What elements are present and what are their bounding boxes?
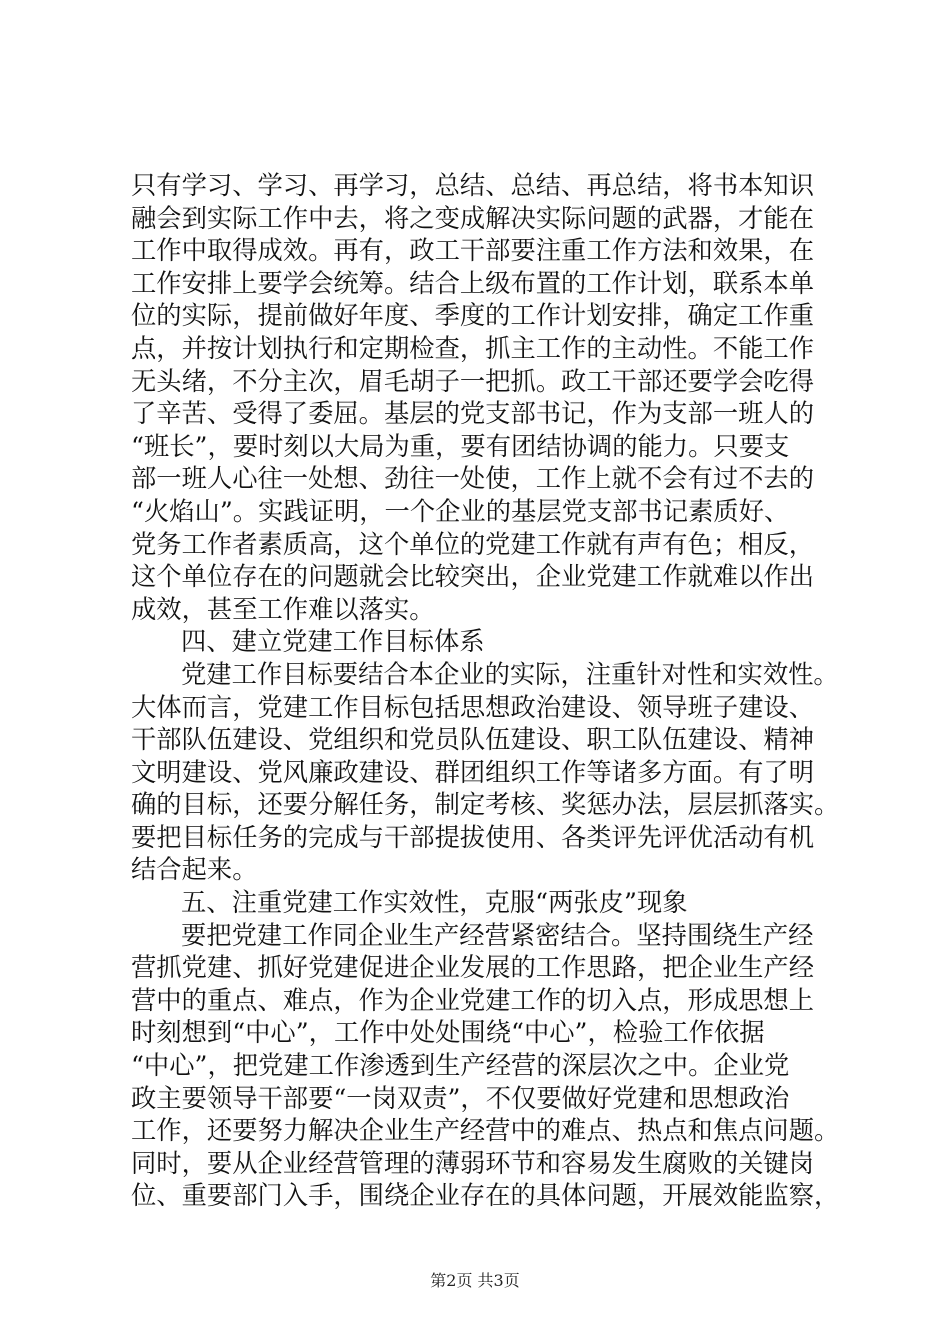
body-line: 只有学习、学习、再学习，总结、总结、再总结，将书本知识	[131, 171, 815, 200]
body-line: “班长”，要时刻以大局为重，要有团结协调的能力。只要支	[131, 431, 790, 461]
body-line: “火焰山”。实践证明，一个企业的基层党支部书记素质好、	[131, 496, 790, 526]
body-line: 文明建设、党风廉政建设、群团组织工作等诸多方面。有了明	[131, 757, 815, 787]
body-line: “中心”，把党建工作渗透到生产经营的深层次之中。企业党	[131, 1051, 790, 1081]
paragraph-first-line: 要把党建工作同企业生产经营紧密结合。坚持围绕生产经	[181, 920, 814, 950]
body-line: 要把目标任务的完成与干部提拔使用、各类评先评优活动有机	[131, 822, 815, 852]
body-line: 点，并按计划执行和定期检查，抓主工作的主动性。不能工作	[131, 333, 815, 363]
body-line: 成效，甚至工作难以落实。	[131, 594, 435, 624]
body-line: 政主要领导干部要“一岗双责”，不仅要做好党建和思想政治	[131, 1083, 790, 1113]
body-line: 工作安排上要学会统筹。结合上级布置的工作计划，联系本单	[131, 268, 815, 298]
body-line: 确的目标，还要分解任务，制定考核、奖惩办法，层层抓落实。	[131, 790, 840, 820]
body-line: 结合起来。	[131, 855, 258, 885]
body-line: 融会到实际工作中去，将之变成解决实际问题的武器，才能在	[131, 203, 815, 233]
body-line: 工作中取得成效。再有，政工干部要注重工作方法和效果，在	[131, 236, 815, 266]
body-line: 同时，要从企业经营管理的薄弱环节和容易发生腐败的关键岗	[131, 1148, 815, 1178]
body-line: 党务工作者素质高，这个单位的党建工作就有声有色；相反，	[131, 529, 815, 559]
body-line: 时刻想到“中心”，工作中处处围绕“中心”，检验工作依据	[131, 1018, 765, 1048]
body-line: 营抓党建、抓好党建促进企业发展的工作思路，把企业生产经	[131, 953, 815, 983]
paragraph-first-line: 党建工作目标要结合本企业的实际，注重针对性和实效性。	[181, 659, 839, 689]
body-line: 位、重要部门入手，围绕企业存在的具体问题，开展效能监察，	[131, 1181, 840, 1211]
page-number-footer: 第2页 共3页	[430, 1271, 520, 1290]
body-line: 部一班人心往一处想、劲往一处使，工作上就不会有过不去的	[131, 464, 815, 494]
body-line: 了辛苦、受得了委屈。基层的党支部书记，作为支部一班人的	[131, 399, 815, 429]
body-line: 大体而言，党建工作目标包括思想政治建设、领导班子建设、	[131, 692, 815, 722]
section-heading-5: 五、注重党建工作实效性，克服“两张皮”现象	[181, 888, 688, 918]
body-line: 营中的重点、难点，作为企业党建工作的切入点，形成思想上	[131, 985, 815, 1015]
body-line: 干部队伍建设、党组织和党员队伍建设、职工队伍建设、精神	[131, 725, 815, 755]
body-line: 无头绪，不分主次，眉毛胡子一把抓。政工干部还要学会吃得	[131, 366, 815, 396]
body-line: 位的实际，提前做好年度、季度的工作计划安排，确定工作重	[131, 301, 815, 331]
body-line: 这个单位存在的问题就会比较突出，企业党建工作就难以作出	[131, 562, 815, 592]
document-body	[131, 170, 851, 1213]
body-line: 工作，还要努力解决企业生产经营中的难点、热点和焦点问题。	[131, 1116, 840, 1146]
section-heading-4: 四、建立党建工作目标体系	[181, 627, 485, 657]
